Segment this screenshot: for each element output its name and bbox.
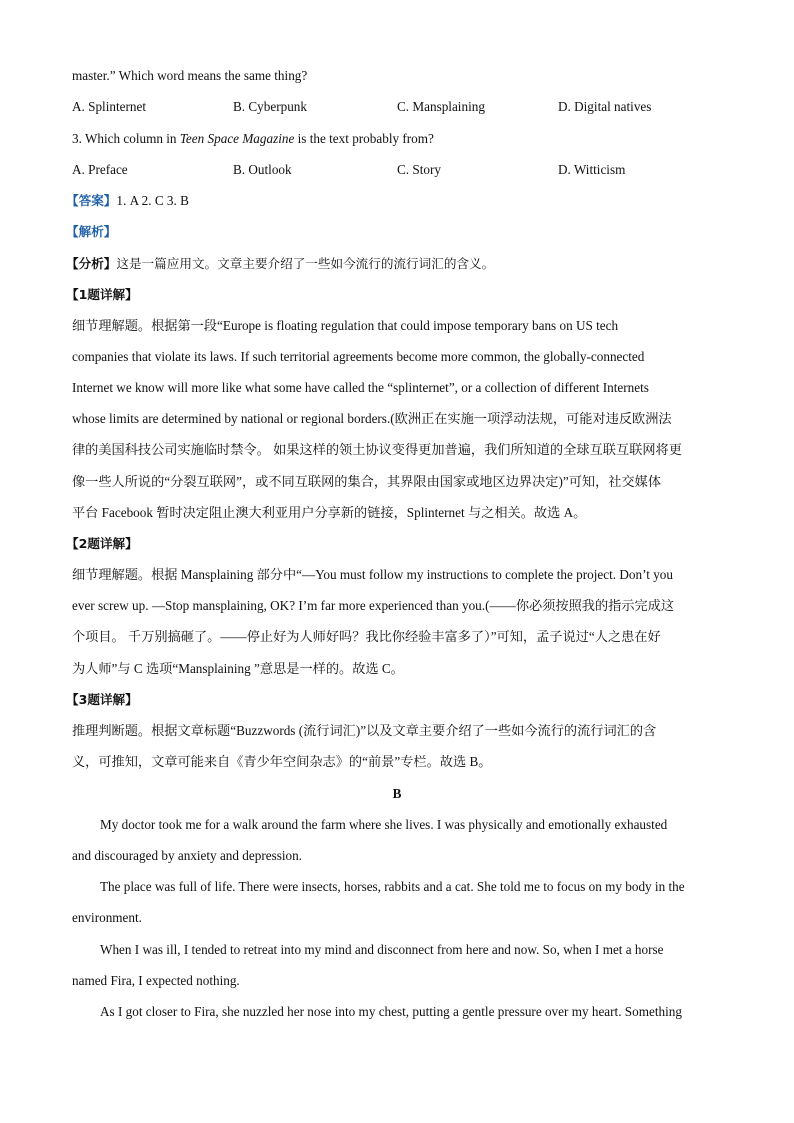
q1-detail-line: 律的美国科技公司实施临时禁令。 如果这样的领土协议变得更加普遍，我们所知道的全球互联互联网将更 [72,442,682,457]
passage-line: The place was full of life. There were insects, horses, rabbits and a cat. She told me to focus on my body in the [100,879,685,894]
q3-option-b: B. Outlook [233,162,292,177]
q3-option-c: C. Story [397,162,441,177]
q3-detail-line: 义，可推知，文章可能来自《青少年空间杂志》的“前景”专栏。故选 B。 [72,754,492,769]
question-2-tail: master.” Which word means the same thing? [72,68,308,83]
q2-option-a: A. Splinternet [72,99,146,114]
fenxi-label: 【分析】 [66,256,117,271]
passage-line: My doctor took me for a walk around the farm where she lives. I was physically and emotionally exhausted [100,817,668,832]
q3-option-a: A. Preface [72,162,128,177]
analysis-heading [66,223,116,241]
answer-text: 1. A 2. C 3. B [116,193,189,208]
q1-detail-line: Internet we know will more like what some have called the “splinternet”, or a collection of different Internets [72,380,649,395]
answer-line [66,192,189,210]
q1-detail-heading: 【1题详解】 [66,287,138,302]
passage-line: named Fira, I expected nothing. [72,973,240,988]
q2-option-b: B. Cyberpunk [233,99,307,114]
q2-option-d: D. Digital natives [558,99,652,114]
passage-line: environment. [72,910,142,925]
fenxi-text: 这是一篇应用文。文章主要介绍了一些如今流行的流行词汇的含义。 [116,256,495,271]
section-b-title: B [392,786,402,801]
q1-detail-line: whose limits are determined by national or regional borders.(欧洲正在实施一项浮动法规，可能对违反欧洲法 [72,411,672,426]
q2-detail-line: 个项目。 千万别搞砸了。——停止好为人师好吗？我比你经验丰富多了）”可知，孟子说过“人之患在好 [72,629,661,644]
q2-detail-heading: 【2题详解】 [66,536,138,551]
q2-detail-line: ever screw up. —Stop mansplaining, OK? I’m far more experienced than you.(——你必须按照我的指示完成这 [72,598,675,613]
q3-detail-line: 推理判断题。根据文章标题“Buzzwords (流行词汇)”以及文章主要介绍了一些如今流行的流行词汇的含 [72,723,657,738]
magazine-title: Teen Space Magazine [179,131,295,146]
q1-detail-line: 细节理解题。根据第一段“Europe is floating regulation that could impose temporary bans on US tech [72,318,619,333]
question-3-suffix: is the text probably from? [294,131,434,146]
q1-detail-line: 像一些人所说的“分裂互联网”，或不同互联网的集合，其界限由国家或地区边界决定)”可知，社交媒体 [72,474,662,489]
q1-detail-line: 平台 Facebook 暂时决定阻止澳大利亚用户分享新的链接，Splinternet 与之相关。故选 A。 [72,505,587,520]
passage-line: When I was ill, I tended to retreat into my mind and disconnect from here and now. So, when I met a horse [100,942,664,957]
question-3-prefix: 3. Which column in [72,131,180,146]
fenxi-line [66,255,494,273]
q3-option-d: D. Witticism [558,162,626,177]
answer-label: 【答案】 [66,193,117,208]
analysis-label: 【解析】 [66,224,117,239]
passage-line: As I got closer to Fira, she nuzzled her nose into my chest, putting a gentle pressure over my heart. Something [100,1004,682,1019]
question-3 [72,130,434,148]
q2-option-c: C. Mansplaining [397,99,485,114]
q2-detail-line: 细节理解题。根据 Mansplaining 部分中“—You must follow my instructions to complete the project. Don’t you [72,567,673,582]
q3-detail-heading: 【3题详解】 [66,692,138,707]
q2-detail-line: 为人师”与 C 选项“Mansplaining ”意思是一样的。故选 C。 [72,661,404,676]
q1-detail-line: companies that violate its laws. If such territorial agreements become more common, the globally-connected [72,349,645,364]
passage-line: and discouraged by anxiety and depression. [72,848,302,863]
